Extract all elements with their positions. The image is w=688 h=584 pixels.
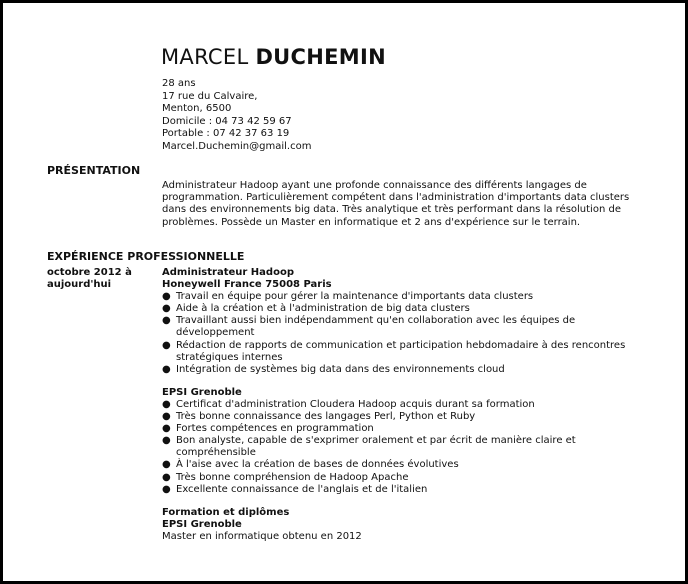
email: Marcel.Duchemin@gmail.com <box>162 140 312 152</box>
list-item: ● Intégration de systèmes big data dans des environnements cloud <box>162 364 636 376</box>
presentation-text: Administrateur Hadoop ayant une profonde connaissance des différents langages de programmation. Particulièrement compétent dans l'administration d'importants data clusters dans des environnements big data. Très analytique et très performant dans la résolution de problèmes. Possède un Master en informatique et 2 ans d'expérience sur le terrain. <box>162 180 630 228</box>
list-item: ● Très bonne connaissance des langages Perl, Python et Ruby <box>162 411 636 423</box>
task-list <box>162 291 636 376</box>
experience-details <box>162 267 636 543</box>
company: Honeywell France 75008 Paris <box>162 279 332 291</box>
list-item: ● Aide à la création et à l'administration de big data clusters <box>162 303 636 315</box>
address-street: 17 rue du Calvaire, <box>162 90 258 102</box>
experience-heading: EXPÉRIENCE PROFESSIONNELLE <box>47 250 245 263</box>
education-degree: Master en informatique obtenu en 2012 <box>162 530 362 542</box>
list-item: ● Rédaction de rapports de communication et participation hebdomadaire à des rencontres stratégiques internes <box>162 340 636 364</box>
contact-block <box>162 78 311 153</box>
mobile-phone: Portable : 07 42 37 63 19 <box>162 128 290 139</box>
education-heading: Formation et diplômes <box>162 506 290 518</box>
list-item: ● Fortes compétences en programmation <box>162 423 636 435</box>
presentation-heading: PRÉSENTATION <box>47 164 141 177</box>
address-city: Menton, 6500 <box>162 103 232 114</box>
list-item: ● Bon analyste, capable de s'exprimer oralement et par écrit de manière claire et compréhensible <box>162 435 636 459</box>
list-item: ● Certificat d'administration Cloudera Hadoop acquis durant sa formation <box>162 399 636 411</box>
school-name: EPSI Grenoble <box>162 386 242 398</box>
home-phone: Domicile : 04 73 42 59 67 <box>162 115 292 127</box>
education-school: EPSI Grenoble <box>162 518 242 530</box>
last-name: DUCHEMIN <box>255 45 386 69</box>
first-name: MARCEL <box>161 45 249 69</box>
list-item: ● Travaillant aussi bien indépendamment qu'en collaboration avec les équipes de développement <box>162 315 636 339</box>
list-item: ● Très bonne compréhension de Hadoop Apache <box>162 472 636 484</box>
candidate-name <box>161 45 386 69</box>
job-title: Administrateur Hadoop <box>162 267 294 278</box>
list-item: ● Excellente connaissance de l'anglais et de l'italien <box>162 484 636 496</box>
experience-date: octobre 2012 à aujourd'hui <box>47 267 132 290</box>
list-item: ● Travail en équipe pour gérer la maintenance d'importants data clusters <box>162 291 636 303</box>
age: 28 ans <box>162 78 196 89</box>
school-points-list <box>162 399 636 496</box>
list-item: ● À l'aise avec la création de bases de données évolutives <box>162 459 636 471</box>
